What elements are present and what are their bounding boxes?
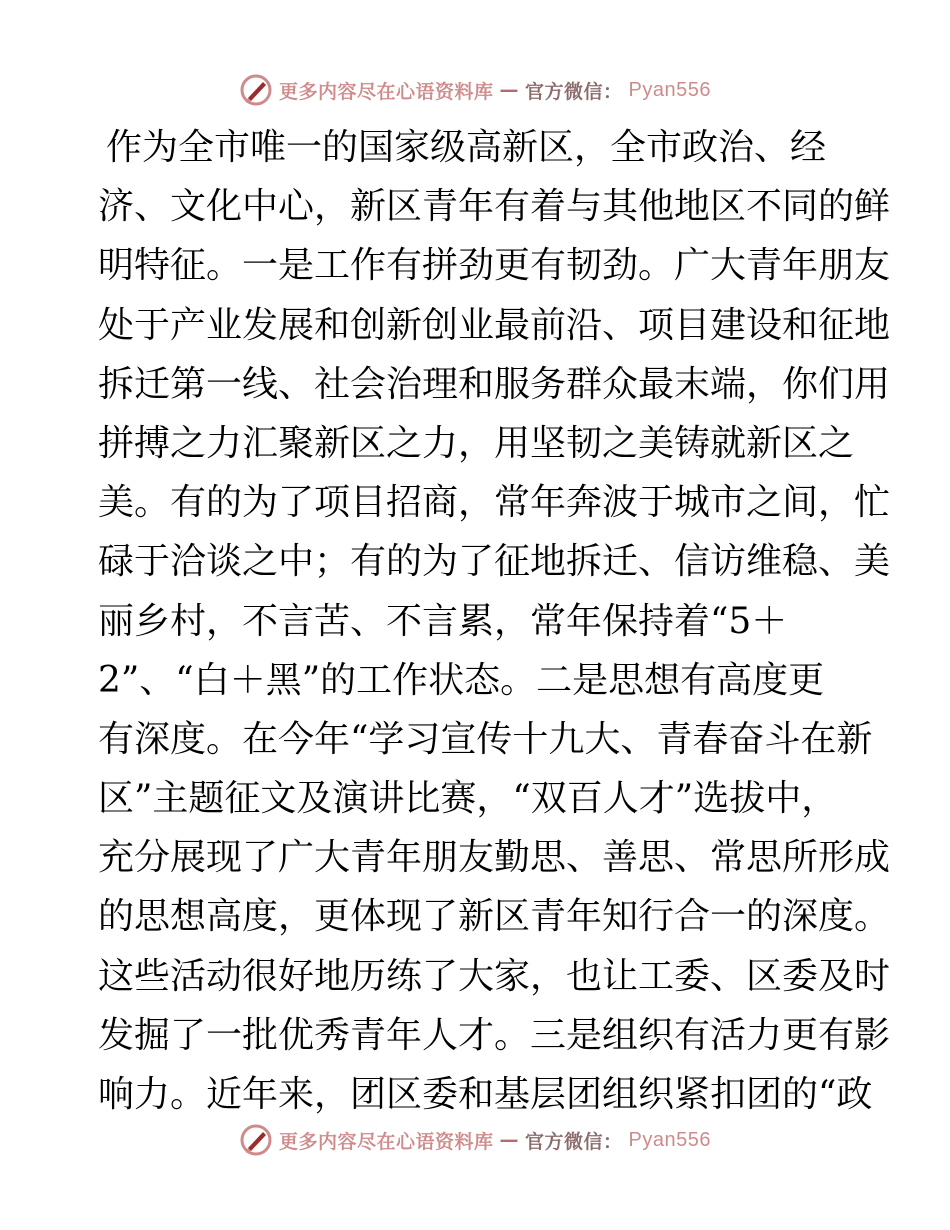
text-line: 拆迁第一线、社会治理和服务群众最末端，你们用 (98, 363, 891, 405)
text-line: 这些活动很好地历练了大家，也让工委、区委及时 (98, 955, 891, 997)
text-line: 丽乡村，不言苦、不言累，常年保持着“5＋ (98, 600, 788, 642)
watermark-main-text: 更多内容尽在心语资料库 (279, 80, 494, 103)
watermark-dash: — (499, 79, 520, 101)
document-body (98, 125, 891, 1131)
text-line: 碌于洽谈之中；有的为了征地拆迁、信访维稳、美 (98, 541, 891, 583)
text-line: 拼搏之力汇聚新区之力，用坚韧之美铸就新区之 (98, 422, 855, 464)
text-line: 作为全市唯一的国家级高新区，全市政治、经 (106, 127, 827, 168)
text-line: 美。有的为了项目招商，常年奔波于城市之间，忙 (98, 482, 891, 524)
text-line: 有深度。在今年“学习宣传十九大、青春奋斗在新 (98, 718, 873, 760)
text-line: 处于产业发展和创新创业最前沿、项目建设和征地 (98, 304, 891, 346)
text-line: 2”、“白＋黑”的工作状态。二是思想有高度更 (98, 659, 825, 701)
pen-logo-icon (239, 73, 273, 107)
watermark-dash: — (499, 1129, 520, 1151)
text-line: 发掘了一批优秀青年人才。三是组织有活力更有影 (98, 1014, 891, 1056)
watermark-official-label: 官方微信： (525, 1130, 623, 1153)
watermark-main-text: 更多内容尽在心语资料库 (279, 1130, 494, 1153)
text-line: 区”主题征文及演讲比赛，“双百人才”选拔中， (98, 778, 838, 820)
text-line: 明特征。一是工作有拼劲更有韧劲。广大青年朋友 (98, 245, 891, 287)
text-line: 济、文化中心，新区青年有着与其他地区不同的鲜 (98, 186, 891, 228)
pen-logo-icon (239, 1123, 273, 1157)
text-line: 充分展现了广大青年朋友勤思、善思、常思所形成 (98, 837, 891, 879)
header-watermark (0, 70, 950, 110)
watermark-wechat-id: Pyan556 (628, 78, 711, 101)
footer-watermark (0, 1120, 950, 1160)
text-line: 的思想高度，更体现了新区青年知行合一的深度。 (98, 896, 891, 938)
watermark-official-label: 官方微信： (525, 80, 623, 103)
watermark-wechat-id: Pyan556 (628, 1128, 711, 1151)
text-line: 响力。近年来，团区委和基层团组织紧扣团的“政 (98, 1074, 873, 1115)
